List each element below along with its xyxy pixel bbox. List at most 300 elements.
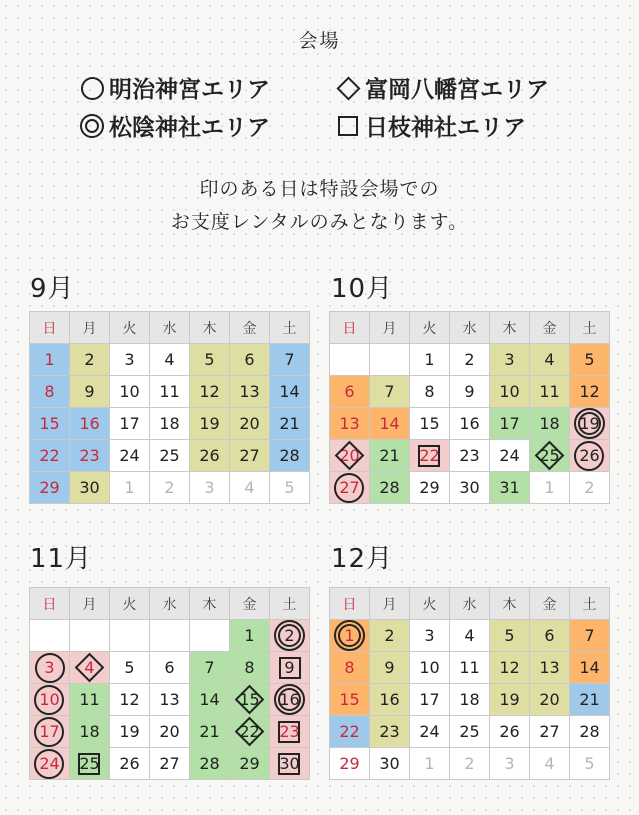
day-cell [230,440,270,472]
day-cell [490,472,530,504]
day-number-marked: 16 [279,687,299,713]
day-cell [110,376,150,408]
day-cell [530,344,570,376]
day-cell [190,472,230,504]
day-number: 2 [164,477,175,497]
weekday-label: 金 [230,588,270,620]
day-cell [330,716,370,748]
day-cell [410,376,450,408]
day-number: 20 [159,721,180,741]
day-number-marked: 15 [239,687,259,713]
day-number: 7 [204,657,215,677]
day-cell [230,376,270,408]
day-number: 28 [199,753,220,773]
day-cell [370,684,410,716]
day-cell [30,684,70,716]
day-number: 23 [79,445,100,465]
day-number: 19 [199,413,220,433]
day-cell [530,440,570,472]
day-number: 13 [239,381,260,401]
day-cell [70,376,110,408]
day-cell [330,408,370,440]
day-cell [230,748,270,780]
day-cell [530,620,570,652]
day-cell [570,376,610,408]
day-cell [110,748,150,780]
day-number: 26 [119,753,140,773]
day-cell [370,376,410,408]
legend-meiji [79,71,270,104]
day-number: 3 [424,625,435,645]
diamond-icon [335,75,361,101]
day-number-marked: 25 [79,751,99,777]
day-cell [270,716,310,748]
empty-day-cell [30,620,70,652]
day-cell [570,716,610,748]
day-cell [230,408,270,440]
weekday-label: 木 [190,312,230,344]
day-cell [70,684,110,716]
weekday-label: 日 [330,312,370,344]
day-cell [330,652,370,684]
day-number-marked: 4 [80,655,100,681]
day-cell [570,408,610,440]
weekday-label: 日 [30,588,70,620]
weekday-label: 火 [410,312,450,344]
day-cell [150,716,190,748]
weekday-label: 土 [570,588,610,620]
month-title-november: 11月 [30,544,93,574]
day-cell [570,440,610,472]
week-row [330,408,610,440]
calendar-december [329,587,610,780]
day-number: 19 [119,721,140,741]
day-number-marked: 20 [339,443,359,469]
day-number: 2 [464,349,475,369]
day-number: 14 [279,381,300,401]
day-number: 1 [244,625,255,645]
empty-day-cell [150,620,190,652]
day-number: 3 [504,753,515,773]
day-number: 5 [584,753,595,773]
day-number: 8 [244,657,255,677]
day-number-marked: 23 [279,719,299,745]
day-number: 15 [339,689,360,709]
day-cell [410,748,450,780]
day-number: 8 [44,381,55,401]
day-cell [110,716,150,748]
week-row [330,376,610,408]
day-cell [270,684,310,716]
day-number: 3 [124,349,135,369]
week-row [330,472,610,504]
day-number: 12 [199,381,220,401]
day-number: 19 [499,689,520,709]
day-cell [30,344,70,376]
weekday-label: 木 [490,312,530,344]
day-number: 10 [419,657,440,677]
day-cell [410,716,450,748]
day-number: 21 [199,721,220,741]
day-number: 20 [239,413,260,433]
day-cell [450,440,490,472]
day-number: 8 [424,381,435,401]
day-number-marked: 10 [39,687,59,713]
legend-shoin [79,109,270,142]
week-row [30,376,310,408]
day-number: 24 [499,445,520,465]
day-cell [410,620,450,652]
day-cell [270,748,310,780]
day-cell [410,472,450,504]
day-cell [110,684,150,716]
day-cell [450,408,490,440]
day-cell [230,652,270,684]
day-number-marked: 3 [40,655,60,681]
day-cell [490,620,530,652]
day-number: 16 [459,413,480,433]
day-cell [370,472,410,504]
day-number: 18 [539,413,560,433]
week-row [330,716,610,748]
day-cell [370,620,410,652]
day-cell [150,652,190,684]
day-number: 17 [119,413,140,433]
day-number: 27 [239,445,260,465]
day-cell [230,344,270,376]
day-number: 29 [39,477,60,497]
week-row [30,684,310,716]
day-cell [530,716,570,748]
weekday-label: 水 [450,588,490,620]
day-number: 23 [379,721,400,741]
week-row [30,344,310,376]
weekday-label: 月 [370,312,410,344]
day-cell [450,376,490,408]
day-number: 24 [419,721,440,741]
weekday-label: 木 [490,588,530,620]
day-number: 1 [424,349,435,369]
day-number: 27 [159,753,180,773]
day-cell [570,344,610,376]
day-number: 4 [244,477,255,497]
day-cell [70,344,110,376]
weekday-label: 月 [70,312,110,344]
day-cell [70,440,110,472]
day-number: 1 [424,753,435,773]
day-cell [150,472,190,504]
day-cell [450,620,490,652]
day-number: 2 [584,477,595,497]
day-number: 15 [419,413,440,433]
legend-label: 明治神宮エリア [109,77,270,103]
day-cell [330,440,370,472]
week-row [330,440,610,472]
day-number: 5 [204,349,215,369]
notice-line: 印のある日は特設会場での [199,178,440,200]
day-cell [330,620,370,652]
day-number: 14 [379,413,400,433]
empty-day-cell [190,620,230,652]
day-cell [410,440,450,472]
day-cell [450,684,490,716]
day-number: 5 [284,477,295,497]
day-cell [490,408,530,440]
day-number: 4 [544,349,555,369]
day-number: 24 [119,445,140,465]
weekday-label: 火 [410,588,450,620]
day-number: 21 [379,445,400,465]
weekday-label: 水 [150,312,190,344]
weekday-header-row [330,312,610,344]
day-number: 5 [124,657,135,677]
empty-day-cell [110,620,150,652]
day-number: 7 [384,381,395,401]
day-cell [70,408,110,440]
day-cell [110,408,150,440]
weekday-label: 火 [110,588,150,620]
day-number: 10 [499,381,520,401]
week-row [330,684,610,716]
weekday-label: 月 [70,588,110,620]
day-cell [530,684,570,716]
weekday-label: 水 [150,588,190,620]
calendar-september [29,311,310,504]
day-number-marked: 9 [280,655,300,681]
day-number-marked: 17 [39,719,59,745]
day-cell [190,748,230,780]
weekday-header-row [30,312,310,344]
venue-title: 会場 [298,30,341,52]
day-number: 21 [279,413,300,433]
day-cell [490,748,530,780]
day-number: 14 [579,657,600,677]
day-number: 17 [419,689,440,709]
calendar-november [29,587,310,780]
day-number: 3 [504,349,515,369]
day-number: 31 [499,477,520,497]
day-number: 22 [39,445,60,465]
day-cell [330,748,370,780]
weekday-label: 土 [270,588,310,620]
weekday-label: 土 [570,312,610,344]
weekday-label: 土 [270,312,310,344]
day-number: 21 [579,689,600,709]
double-circle-icon [79,113,105,139]
notice-text [0,173,639,239]
day-number: 18 [79,721,100,741]
day-number: 11 [539,381,560,401]
day-number-marked: 22 [419,443,439,469]
day-number: 4 [164,349,175,369]
day-cell [150,440,190,472]
empty-day-cell [70,620,110,652]
weekday-label: 日 [330,588,370,620]
day-number: 3 [204,477,215,497]
day-number: 28 [579,721,600,741]
day-number: 9 [84,381,95,401]
day-cell [370,408,410,440]
day-number: 8 [344,657,355,677]
day-cell [190,408,230,440]
day-number: 4 [464,625,475,645]
legend-hie [335,109,526,142]
day-number: 16 [79,413,100,433]
day-number: 25 [459,721,480,741]
day-cell [30,472,70,504]
day-cell [150,684,190,716]
weekday-header-row [330,588,610,620]
day-cell [490,376,530,408]
day-number-marked: 1 [340,623,360,649]
day-number: 22 [339,721,360,741]
day-number: 28 [379,477,400,497]
day-cell [30,440,70,472]
week-row [30,652,310,684]
day-number: 18 [159,413,180,433]
weekday-label: 日 [30,312,70,344]
day-cell [230,716,270,748]
day-cell [490,684,530,716]
day-cell [30,652,70,684]
day-cell [270,652,310,684]
day-number: 29 [419,477,440,497]
month-title-october: 10月 [331,274,394,304]
day-number-marked: 30 [279,751,299,777]
day-cell [190,440,230,472]
day-cell [110,440,150,472]
day-cell [70,652,110,684]
day-number: 27 [539,721,560,741]
day-cell [570,652,610,684]
legend-tomioka [335,71,549,104]
day-cell [190,344,230,376]
day-cell [70,716,110,748]
day-cell [270,344,310,376]
day-number: 26 [499,721,520,741]
day-number: 6 [344,381,355,401]
day-number-marked: 26 [579,443,599,469]
day-cell [410,684,450,716]
day-number: 23 [459,445,480,465]
day-cell [490,344,530,376]
day-cell [190,376,230,408]
day-cell [270,440,310,472]
day-cell [110,344,150,376]
day-cell [330,376,370,408]
day-cell [530,408,570,440]
weekday-header-row [30,588,310,620]
day-cell [530,652,570,684]
day-number-marked: 2 [280,623,300,649]
day-number: 9 [464,381,475,401]
day-number-marked: 22 [239,719,259,745]
week-row [330,620,610,652]
day-cell [570,748,610,780]
day-number: 11 [79,689,100,709]
day-number: 11 [159,381,180,401]
day-number: 6 [164,657,175,677]
day-cell [230,620,270,652]
day-cell [110,652,150,684]
day-cell [450,652,490,684]
day-cell [30,748,70,780]
week-row [30,620,310,652]
day-number: 9 [384,657,395,677]
day-cell [70,748,110,780]
day-cell [110,472,150,504]
day-cell [410,652,450,684]
day-cell [370,652,410,684]
week-row [30,748,310,780]
day-number: 1 [44,349,55,369]
day-number-marked: 24 [39,751,59,777]
day-cell [450,748,490,780]
day-cell [270,620,310,652]
day-cell [450,716,490,748]
day-number: 29 [339,753,360,773]
day-cell [150,748,190,780]
day-cell [30,376,70,408]
legend-label: 松陰神社エリア [109,115,270,141]
week-row [30,472,310,504]
day-cell [370,440,410,472]
day-number: 6 [544,625,555,645]
weekday-label: 金 [530,312,570,344]
day-number: 20 [539,689,560,709]
day-cell [490,652,530,684]
day-cell [490,716,530,748]
circle-icon [79,75,105,101]
weekday-label: 金 [530,588,570,620]
week-row [30,408,310,440]
day-cell [530,376,570,408]
empty-day-cell [330,344,370,376]
day-cell [530,472,570,504]
day-number: 18 [459,689,480,709]
day-number-marked: 25 [539,443,559,469]
day-cell [30,716,70,748]
day-number: 1 [544,477,555,497]
month-title-september: 9月 [30,274,75,304]
day-number: 10 [119,381,140,401]
day-number: 2 [464,753,475,773]
weekday-label: 月 [370,588,410,620]
calendar-october [329,311,610,504]
day-cell [530,748,570,780]
legend-label: 富岡八幡宮エリア [365,77,549,103]
week-row [330,748,610,780]
day-cell [410,408,450,440]
day-cell [70,472,110,504]
day-number: 5 [584,349,595,369]
notice-line: お支度レンタルのみとなります。 [170,211,469,233]
day-cell [190,652,230,684]
day-number: 26 [199,445,220,465]
day-cell [370,716,410,748]
day-number-marked: 27 [339,475,359,501]
day-cell [330,684,370,716]
day-cell [150,376,190,408]
day-cell [230,684,270,716]
day-number: 7 [284,349,295,369]
day-number: 6 [244,349,255,369]
day-cell [450,472,490,504]
day-number: 12 [119,689,140,709]
day-cell [410,344,450,376]
day-number: 12 [579,381,600,401]
day-cell [190,716,230,748]
